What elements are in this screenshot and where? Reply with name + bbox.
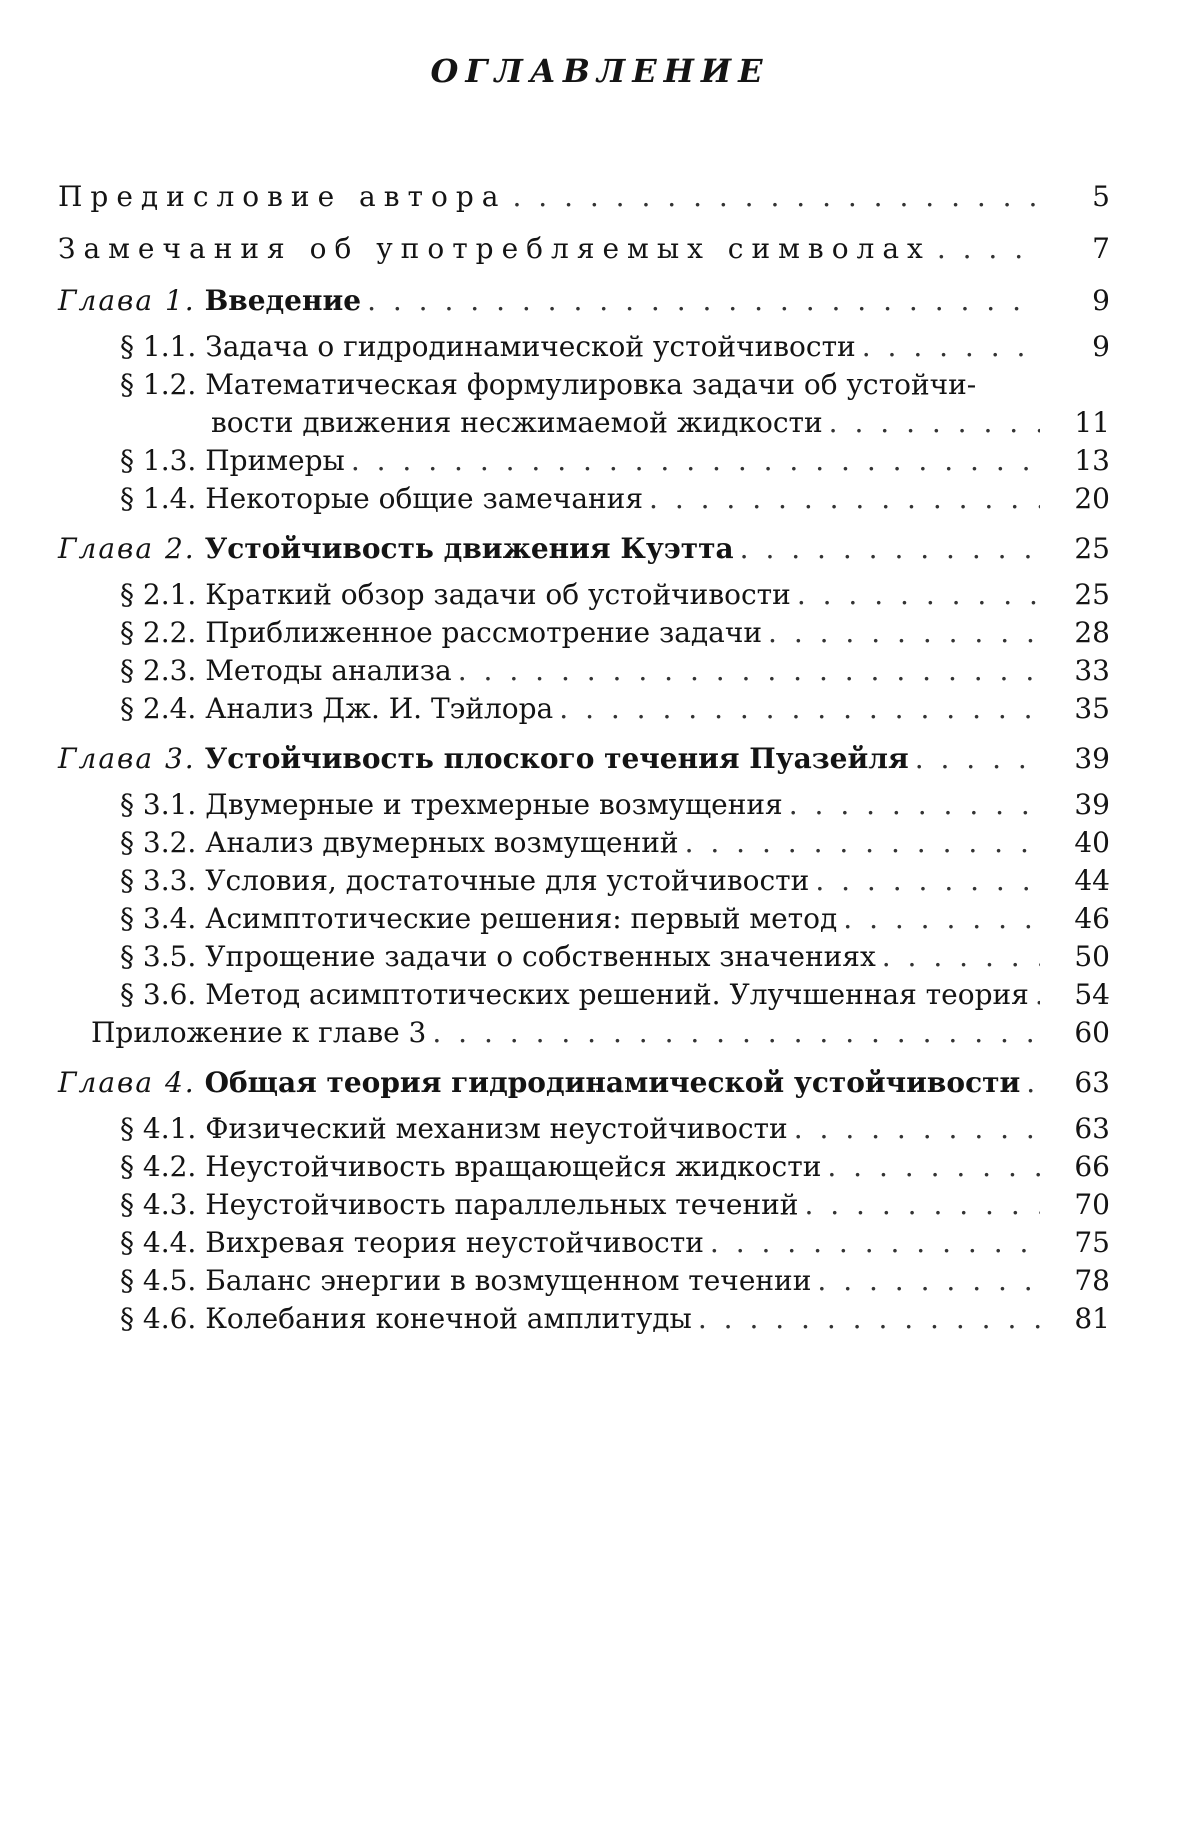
toc-section-4-1[interactable]: [58, 1110, 1110, 1148]
leader-dots: [829, 404, 1040, 442]
entry-title: [120, 862, 809, 900]
entry-title: [120, 480, 643, 518]
section-title: Методы анализа: [205, 654, 452, 687]
page-number: 66: [1074, 1150, 1110, 1183]
toc-section-1-1[interactable]: [58, 328, 1110, 366]
entry-title: [120, 1186, 798, 1224]
toc-section-1-3[interactable]: [58, 442, 1110, 480]
page-number: 11: [1074, 406, 1110, 439]
leader-dots: [685, 824, 1040, 862]
toc-entry-symbols[interactable]: [58, 230, 1110, 268]
toc-section-4-3[interactable]: [58, 1186, 1110, 1224]
section-number: § 2.4.: [120, 692, 197, 725]
section-title: Анализ Дж. И. Тэйлора: [205, 692, 554, 725]
page-number: 28: [1074, 616, 1110, 649]
entry-title: [120, 938, 876, 976]
entry-title: [120, 976, 1029, 1014]
section-title-continued: вости движения несжимаемой жидкости: [211, 406, 823, 439]
page-number: 5: [1092, 180, 1110, 213]
section-title: Метод асимптотических решений. Улучшенная теория: [205, 978, 1029, 1011]
toc-section-1-4[interactable]: [58, 480, 1110, 518]
page-number: 35: [1074, 692, 1110, 725]
page-number: 9: [1092, 284, 1110, 317]
section-number: § 3.1.: [120, 788, 197, 821]
page-number: 33: [1074, 654, 1110, 687]
toc-section-3-5[interactable]: [58, 938, 1110, 976]
entry-title: [120, 614, 762, 652]
toc-chapter-3[interactable]: [58, 740, 1110, 778]
section-title: Неустойчивость параллельных течений: [205, 1188, 799, 1221]
toc-section-2-4[interactable]: [58, 690, 1110, 728]
toc-section-2-3[interactable]: [58, 652, 1110, 690]
toc-section-3-3[interactable]: [58, 862, 1110, 900]
section-number: § 3.3.: [120, 864, 197, 897]
entry-title: [120, 1224, 704, 1262]
leader-dots: [768, 614, 1040, 652]
leader-dots: [710, 1224, 1040, 1262]
page-number: 39: [1074, 788, 1110, 821]
section-number: § 2.3.: [120, 654, 197, 687]
section-title: Неустойчивость вращающейся жидкости: [205, 1150, 822, 1183]
entry-title: [120, 690, 553, 728]
toc-section-3-1[interactable]: [58, 786, 1110, 824]
section-title: Колебания конечной амплитуды: [205, 1302, 692, 1335]
page-number: 7: [1092, 232, 1110, 265]
page-number: 9: [1092, 330, 1110, 363]
section-title: Математическая формулировка задачи об устойчи-: [205, 368, 977, 401]
page-number: 63: [1074, 1112, 1110, 1145]
section-number: § 4.3.: [120, 1188, 197, 1221]
section-number: § 4.1.: [120, 1112, 197, 1145]
chapter-name: Устойчивость плоского течения Пуазейля: [204, 742, 909, 775]
leader-dots: [1026, 1064, 1040, 1102]
entry-title: [58, 740, 909, 778]
section-title: Баланс энергии в возмущенном течении: [205, 1264, 812, 1297]
chapter-name: Введение: [204, 284, 362, 317]
entry-title: [58, 1064, 1020, 1102]
leader-dots: [351, 442, 1040, 480]
entry-title: [120, 652, 452, 690]
page-number: 25: [1074, 532, 1110, 565]
toc-section-2-2[interactable]: [58, 614, 1110, 652]
leader-dots: [797, 576, 1040, 614]
section-number: § 1.2.: [120, 368, 197, 401]
section-title: Задача о гидродинамической устойчивости: [205, 330, 856, 363]
chapter-name: Устойчивость движения Куэтта: [204, 532, 734, 565]
section-title: Примеры: [205, 444, 345, 477]
section-number: § 4.5.: [120, 1264, 197, 1297]
leader-dots: [794, 1110, 1040, 1148]
entry-title: [120, 1300, 692, 1338]
entry-title: Приложение к главе 3: [91, 1016, 427, 1049]
section-title: Физический механизм неустойчивости: [205, 1112, 788, 1145]
leader-dots: [740, 530, 1040, 568]
page-number: 20: [1074, 482, 1110, 515]
section-title: Вихревая теория неустойчивости: [205, 1226, 704, 1259]
leader-dots: [817, 1262, 1040, 1300]
toc-section-4-6[interactable]: [58, 1300, 1110, 1338]
section-title: Упрощение задачи о собственных значениях: [205, 940, 876, 973]
entry-title: [120, 328, 856, 366]
leader-dots: [804, 1186, 1040, 1224]
toc-section-4-4[interactable]: [58, 1224, 1110, 1262]
entry-title: [120, 824, 679, 862]
section-title-line-2: [120, 404, 1110, 442]
section-number: § 1.1.: [120, 330, 197, 363]
page-number: 81: [1074, 1302, 1110, 1335]
section-title-line-1: [120, 366, 1110, 404]
toc-section-1-2[interactable]: [58, 366, 1110, 442]
toc-section-2-1[interactable]: [58, 576, 1110, 614]
chapter-label: Глава 2.: [58, 532, 196, 565]
section-number: § 1.4.: [120, 482, 197, 515]
leader-dots: [827, 1148, 1040, 1186]
section-number: § 3.5.: [120, 940, 197, 973]
entry-title: [120, 786, 783, 824]
leader-dots: [937, 230, 1040, 268]
toc-entry-preface[interactable]: [58, 178, 1110, 216]
leader-dots: [815, 862, 1040, 900]
entry-title: [120, 1148, 821, 1186]
page-number: 39: [1074, 742, 1110, 775]
page-number: 60: [1074, 1016, 1110, 1049]
page-title: ОГЛАВЛЕНИЕ: [430, 52, 770, 90]
toc-chapter-1[interactable]: [58, 282, 1110, 320]
section-number: § 3.4.: [120, 902, 197, 935]
section-title: Двумерные и трехмерные возмущения: [205, 788, 783, 821]
page-number: 13: [1074, 444, 1110, 477]
section-number: § 4.4.: [120, 1226, 197, 1259]
entry-title: Замечания об употребляемых символах: [58, 232, 931, 265]
entry-title: [58, 530, 734, 568]
entry-title: [120, 1262, 811, 1300]
leader-dots: [915, 740, 1040, 778]
section-number: § 4.6.: [120, 1302, 197, 1335]
entry-title: [120, 900, 837, 938]
section-title: Некоторые общие замечания: [205, 482, 644, 515]
page-number: 25: [1074, 578, 1110, 611]
leader-dots: [1035, 976, 1040, 1014]
section-title: Анализ двумерных возмущений: [205, 826, 679, 859]
page-number: 50: [1074, 940, 1110, 973]
entry-title: [120, 576, 791, 614]
toc-section-4-5[interactable]: [58, 1262, 1110, 1300]
page-number: 40: [1074, 826, 1110, 859]
leader-dots: [512, 178, 1040, 216]
table-of-contents: [58, 178, 1110, 1338]
chapter-label: Глава 3.: [58, 742, 196, 775]
chapter-label: Глава 4.: [58, 1066, 196, 1099]
section-number: § 3.2.: [120, 826, 197, 859]
page-number: 44: [1074, 864, 1110, 897]
toc-section-3-6[interactable]: [58, 976, 1110, 1014]
leader-dots: [432, 1014, 1040, 1052]
toc-section-3-2[interactable]: [58, 824, 1110, 862]
leader-dots: [458, 652, 1040, 690]
leader-dots: [843, 900, 1040, 938]
section-number: § 1.3.: [120, 444, 197, 477]
section-title: Условия, достаточные для устойчивости: [205, 864, 810, 897]
page-number: 54: [1074, 978, 1110, 1011]
section-title: Краткий обзор задачи об устойчивости: [205, 578, 791, 611]
toc-appendix-3[interactable]: [58, 1014, 1110, 1052]
leader-dots: [367, 282, 1040, 320]
section-number: § 2.1.: [120, 578, 197, 611]
section-number: § 4.2.: [120, 1150, 197, 1183]
chapter-name: Общая теория гидродинамической устойчивости: [204, 1066, 1021, 1099]
leader-dots: [882, 938, 1040, 976]
toc-chapter-4[interactable]: [58, 1064, 1110, 1102]
chapter-label: Глава 1.: [58, 284, 196, 317]
toc-section-4-2[interactable]: [58, 1148, 1110, 1186]
section-number: § 3.6.: [120, 978, 197, 1011]
entry-title: [120, 1110, 788, 1148]
section-title: Приближенное рассмотрение задачи: [205, 616, 763, 649]
entry-title: [120, 442, 345, 480]
page-number: 63: [1074, 1066, 1110, 1099]
section-title: Асимптотические решения: первый метод: [205, 902, 838, 935]
page-number: 70: [1074, 1188, 1110, 1221]
leader-dots: [862, 328, 1040, 366]
leader-dots: [649, 480, 1040, 518]
page-number: 75: [1074, 1226, 1110, 1259]
leader-dots: [559, 690, 1040, 728]
toc-chapter-2[interactable]: [58, 530, 1110, 568]
leader-dots: [789, 786, 1040, 824]
entry-title: [58, 282, 361, 320]
toc-section-3-4[interactable]: [58, 900, 1110, 938]
leader-dots: [698, 1300, 1040, 1338]
entry-title: Предисловие автора: [58, 180, 507, 213]
page-number: 46: [1074, 902, 1110, 935]
section-number: § 2.2.: [120, 616, 197, 649]
page-number: 78: [1074, 1264, 1110, 1297]
